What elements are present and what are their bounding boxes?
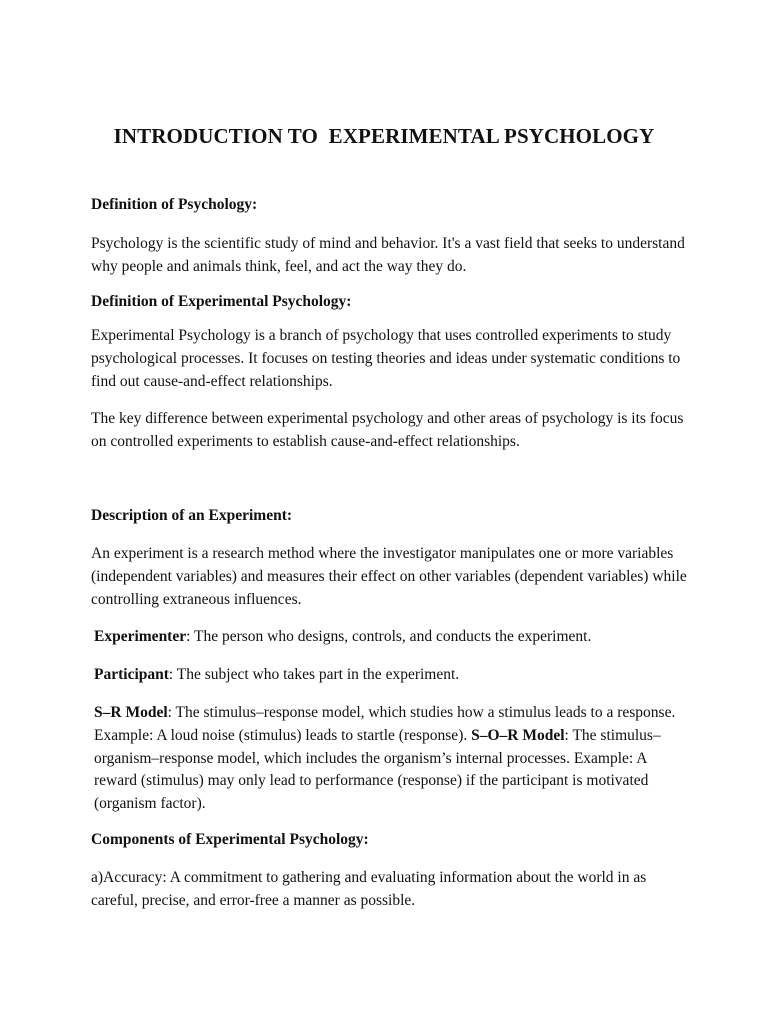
definition-sor-model: : The stimulus–organism–response model, which includes the organism’s internal processes. Example: A reward (stimulus) may only lead to performance (response) if the participant is motivated (organism factor). — [94, 726, 661, 813]
term-sr-model: S–R Model — [94, 704, 168, 721]
page-title: INTRODUCTION TO EXPERIMENTAL PSYCHOLOGY — [113, 124, 655, 148]
term-sor-model: S–O–R Model — [471, 726, 565, 744]
paragraph-participant — [94, 664, 694, 687]
paragraph-accuracy: a)Accuracy: A commitment to gathering and evaluating information about the world in as careful, precise, and error-free a manner as possible. — [91, 869, 647, 909]
paragraph-definition-experimental-psychology: Experimental Psychology is a branch of psychology that uses controlled experiments to study psychological processes. It focuses on testing theories and ideas under systematic conditions to find out cause-and-effect relationships. — [91, 327, 681, 390]
heading-definition-psychology: Definition of Psychology: — [91, 196, 258, 213]
definition-experimenter: : The person who designs, controls, and conducts the experiment. — [186, 628, 592, 645]
heading-description-experiment: Description of an Experiment: — [91, 507, 293, 524]
heading-definition-experimental-psychology: Definition of Experimental Psychology: — [91, 293, 352, 310]
term-participant: Participant — [94, 666, 169, 683]
heading-components: Components of Experimental Psychology: — [91, 831, 369, 848]
definition-participant: : The subject who takes part in the experiment. — [168, 666, 460, 683]
paragraph-key-difference: The key difference between experimental psychology and other areas of psychology is its focus on controlled experiments to establish cause-and-effect relationships. — [91, 410, 684, 450]
paragraph-experimenter — [94, 626, 694, 649]
paragraph-definition-psychology: Psychology is the scientific study of mind and behavior. It's a vast field that seeks to understand why people and animals think, feel, and act the way they do. — [91, 235, 685, 275]
paragraph-models — [94, 702, 684, 816]
term-experimenter: Experimenter — [94, 628, 187, 645]
paragraph-experiment-description: An experiment is a research method where the investigator manipulates one or more variables (independent variables) and measures their effect on other variables (dependent variables) while controlling extraneous influences. — [91, 545, 687, 608]
definition-sr-model: : The stimulus–response model, which studies how a stimulus leads to a response. Example: A loud noise (stimulus) leads to startle (response). — [94, 704, 676, 744]
